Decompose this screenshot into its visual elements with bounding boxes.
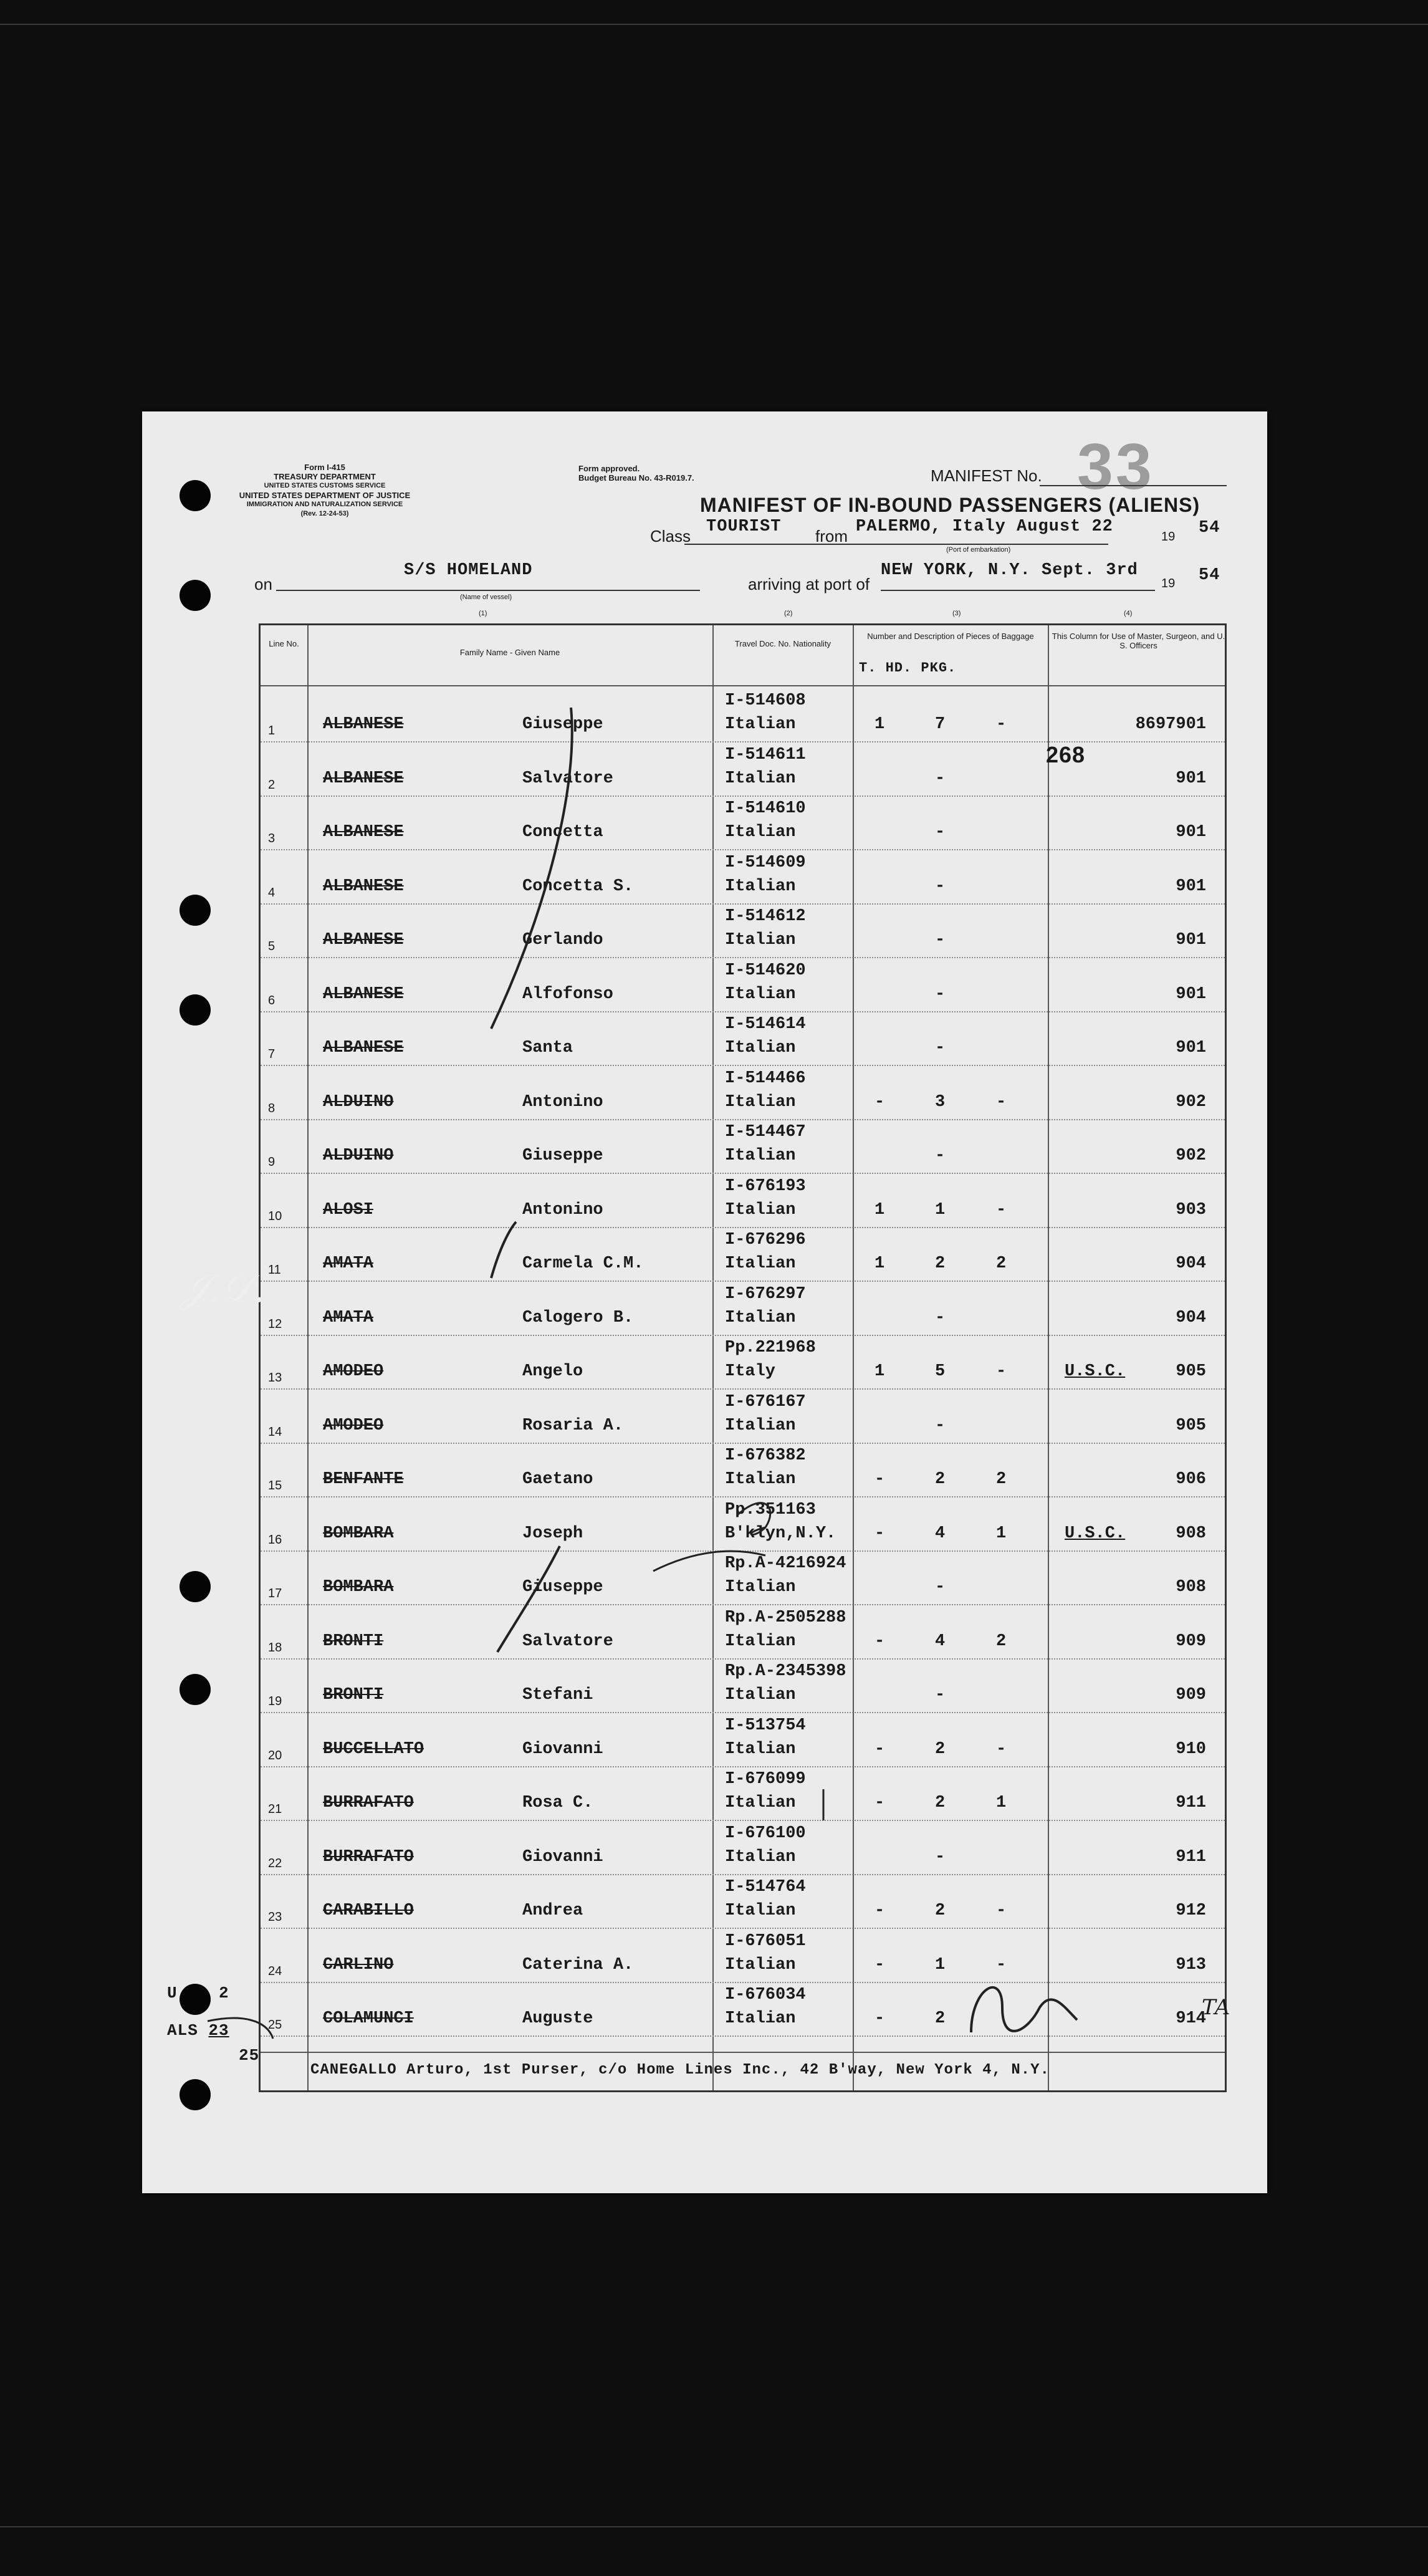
nationality: Italian: [725, 931, 796, 949]
family-name: BURRAFATO: [323, 1794, 414, 1812]
manifest-sheet: [142, 411, 1267, 2193]
given-name: Stefani: [522, 1686, 593, 1704]
line-number: 8: [268, 1101, 276, 1115]
baggage-hand: 7: [935, 715, 946, 734]
travel-doc-no: Pp.351163: [725, 1500, 816, 1519]
given-name: Antonino: [522, 1092, 603, 1112]
family-name: ALBANESE: [323, 715, 404, 734]
travel-doc-no: I-514467: [725, 1123, 806, 1141]
family-name: ALBANESE: [323, 931, 404, 949]
travel-doc-no: I-514610: [725, 799, 806, 818]
baggage-hand: -: [935, 1686, 946, 1704]
officer-number: 912: [1176, 1901, 1206, 1920]
nationality: Italian: [725, 1254, 796, 1273]
travel-doc-no: I-514614: [725, 1015, 806, 1034]
manifest-no-label: MANIFEST No.: [931, 466, 1042, 485]
travel-doc-no: I-514609: [725, 853, 806, 872]
officer-number: 901: [1176, 769, 1206, 788]
baggage-hand: 2: [935, 2009, 946, 2028]
travel-doc-no: I-514466: [725, 1069, 806, 1088]
given-name: Calogero B.: [522, 1308, 634, 1327]
nationality: Italian: [725, 984, 796, 1004]
family-name: AMODEO: [323, 1416, 384, 1435]
travel-doc-no: I-676167: [725, 1392, 806, 1411]
baggage-trunks: -: [875, 1739, 885, 1759]
baggage-packages: -: [996, 1362, 1007, 1381]
nationality: Italian: [725, 1092, 796, 1112]
col-num-1: (1): [479, 610, 487, 617]
given-name: Salvatore: [522, 769, 613, 788]
officer-number: 913: [1176, 1955, 1206, 1974]
given-name: Concetta S.: [522, 877, 634, 896]
family-name: AMATA: [323, 1254, 374, 1273]
travel-doc-no: I-514620: [725, 961, 806, 980]
line-number: 3: [268, 832, 276, 845]
year-prefix-1: 19: [1161, 530, 1176, 544]
manifest-title: MANIFEST OF IN-BOUND PASSENGERS (ALIENS): [700, 494, 1200, 516]
arrival-value: NEW YORK, N.Y. Sept. 3rd: [881, 561, 1138, 580]
line-number: 23: [268, 1910, 282, 1924]
line-number: 4: [268, 885, 276, 900]
travel-doc-no: I-513754: [725, 1716, 806, 1735]
line-number: 21: [268, 1802, 282, 1816]
given-name: Salvatore: [522, 1632, 613, 1651]
baggage-hand: -: [935, 1578, 946, 1597]
travel-doc-no: Pp.221968: [725, 1338, 816, 1357]
col-num-3: (3): [952, 610, 961, 617]
baggage-hand: 2: [935, 1254, 946, 1273]
family-name: ALBANESE: [323, 769, 404, 788]
travel-doc-no: I-676100: [725, 1824, 806, 1843]
given-name: Alfofonso: [522, 984, 613, 1004]
given-name: Giuseppe: [522, 715, 603, 734]
baggage-hand: -: [935, 1416, 946, 1435]
baggage-hand: -: [935, 1308, 946, 1327]
nationality: Italian: [725, 1308, 796, 1327]
film-edge-bottom: [0, 2526, 1428, 2527]
travel-doc-no: I-676051: [725, 1931, 806, 1951]
budget-bureau: Budget Bureau No. 43-R019.7.: [578, 473, 694, 483]
line-number: 22: [268, 1856, 282, 1870]
travel-doc-no: Rp.A-2345398: [725, 1662, 846, 1681]
margin-total: 25: [239, 2046, 260, 2065]
travel-doc-no: Rp.A-2505288: [725, 1608, 846, 1627]
ins-service: IMMIGRATION AND NATURALIZATION SERVICE: [246, 501, 403, 508]
officer-number: 904: [1176, 1254, 1206, 1273]
line-number: 9: [268, 1155, 276, 1169]
baggage-hand: 3: [935, 1092, 946, 1112]
manifest-number: 33: [1077, 431, 1154, 503]
nationality: Italian: [725, 1686, 796, 1704]
officer-number: 911: [1176, 1847, 1206, 1867]
line-number: 1: [268, 724, 276, 738]
col-header-travel-doc: Travel Doc. No. Nationality: [734, 639, 831, 648]
travel-doc-no: I-676099: [725, 1770, 806, 1789]
baggage-trunks: 1: [875, 1362, 885, 1381]
given-name: Caterina A.: [522, 1955, 634, 1974]
officer-number: 910: [1176, 1739, 1206, 1759]
given-name: Auguste: [522, 2009, 593, 2028]
line-number: 16: [268, 1532, 282, 1547]
officer-number: 901: [1176, 1039, 1206, 1057]
baggage-hand: -: [935, 769, 946, 788]
baggage-hand: -: [935, 984, 946, 1004]
baggage-hand: 2: [935, 1470, 946, 1489]
line-number: 11: [268, 1263, 281, 1277]
family-name: ALBANESE: [323, 877, 404, 896]
col-num-4: (4): [1124, 610, 1133, 617]
baggage-hand: 1: [935, 1955, 946, 1974]
line-number: 10: [268, 1209, 282, 1223]
given-name: Giuseppe: [522, 1578, 603, 1597]
nationality: Italian: [725, 1847, 796, 1867]
family-name: ALBANESE: [323, 823, 404, 842]
travel-doc-no: I-514612: [725, 907, 806, 926]
baggage-trunks: -: [875, 1524, 885, 1543]
annotation-268: 268: [1046, 742, 1086, 767]
col-header-baggage-sub: T. HD. PKG.: [859, 660, 957, 676]
family-name: CARABILLO: [323, 1901, 414, 1920]
film-edge-top: [0, 24, 1428, 25]
travel-doc-no: I-676296: [725, 1231, 806, 1249]
baggage-hand: 5: [935, 1362, 946, 1381]
baggage-packages: 2: [996, 1254, 1007, 1273]
class-label: Class: [650, 527, 691, 545]
family-name: BURRAFATO: [323, 1847, 414, 1867]
on-label: on: [254, 575, 272, 594]
line-number: 19: [268, 1694, 282, 1708]
baggage-trunks: -: [875, 1092, 885, 1112]
officer-number: 902: [1176, 1092, 1206, 1112]
line-number: 5: [268, 940, 276, 953]
travel-doc-no: Rp.A-4216924: [725, 1554, 846, 1573]
officer-number: 902: [1176, 1146, 1206, 1165]
treasury-dept: TREASURY DEPARTMENT: [274, 472, 376, 481]
baggage-hand: 4: [935, 1632, 946, 1651]
nationality: Italian: [725, 2009, 796, 2028]
col-header-baggage: Number and Description of Pieces of Baggage: [867, 632, 1034, 641]
nationality: Italian: [725, 823, 796, 842]
baggage-hand: 2: [935, 1901, 946, 1920]
line-number: 14: [268, 1425, 282, 1439]
family-name: BUCCELLATO: [323, 1739, 424, 1759]
officer-number: 901: [1176, 931, 1206, 949]
form-approved: Form approved.: [578, 464, 640, 473]
nationality: Italian: [725, 715, 796, 734]
baggage-hand: -: [935, 1146, 946, 1165]
travel-doc-no: I-676297: [725, 1284, 806, 1304]
family-name: COLAMUNCI: [323, 2009, 414, 2028]
nationality: Italian: [725, 1955, 796, 1974]
officer-note: U.S.C.: [1065, 1362, 1126, 1381]
arriving-label: arriving at port of: [748, 575, 870, 594]
line-number: 18: [268, 1640, 282, 1655]
class-value: TOURIST: [706, 517, 782, 536]
baggage-hand: 1: [935, 1200, 946, 1219]
baggage-trunks: -: [875, 1794, 885, 1812]
travel-doc-no: I-514611: [725, 745, 806, 764]
nationality: Italian: [725, 1901, 796, 1920]
nationality: Italian: [725, 1039, 796, 1057]
travel-doc-no: I-514608: [725, 691, 806, 710]
nationality: Italy: [725, 1362, 776, 1381]
margin-u: U 2: [167, 1984, 229, 2002]
col-header-officers: This Column for Use of Master, Surgeon, and U. S. Officers: [1052, 632, 1225, 650]
officer-number: 903: [1176, 1200, 1206, 1219]
given-name: Rosa C.: [522, 1794, 593, 1812]
family-name: BENFANTE: [323, 1470, 404, 1489]
given-name: Angelo: [522, 1362, 583, 1381]
baggage-hand: 2: [935, 1739, 946, 1759]
officer-number: 901: [1176, 984, 1206, 1004]
baggage-trunks: 1: [875, 1200, 885, 1219]
officer-number: 901: [1176, 823, 1206, 842]
nationality: Italian: [725, 1794, 796, 1812]
nationality: Italian: [725, 1578, 796, 1597]
line-number: 20: [268, 1748, 282, 1762]
family-name: BRONTI: [323, 1686, 384, 1704]
embarkation-caption: (Port of embarkation): [946, 546, 1011, 554]
justice-dept: UNITED STATES DEPARTMENT OF JUSTICE: [239, 491, 411, 500]
revision: (Rev. 12-24-53): [300, 510, 349, 517]
embarkation-value: PALERMO, Italy August 22: [856, 517, 1113, 536]
baggage-hand: -: [935, 877, 946, 896]
initials-ta: TA: [1202, 1995, 1230, 2020]
year-2: 54: [1199, 566, 1220, 585]
form-number: Form I-415: [304, 463, 345, 472]
baggage-packages: 2: [996, 1470, 1007, 1489]
officer-number: 904: [1176, 1308, 1206, 1327]
vessel-caption: (Name of vessel): [460, 594, 512, 601]
given-name: Antonino: [522, 1200, 603, 1219]
line-number: 6: [268, 993, 276, 1007]
travel-doc-no: I-676034: [725, 1986, 806, 2004]
baggage-hand: -: [935, 931, 946, 949]
travel-doc-no: I-514764: [725, 1878, 806, 1896]
pen-marks: [142, 411, 1267, 2193]
baggage-hand: 4: [935, 1524, 946, 1543]
baggage-packages: -: [996, 1200, 1007, 1219]
line-number: 15: [268, 1479, 282, 1492]
officer-number: 905: [1176, 1362, 1206, 1381]
family-name: ALBANESE: [323, 984, 404, 1004]
family-name: ALOSI: [323, 1200, 374, 1219]
line-number: 2: [268, 777, 276, 792]
family-name: AMODEO: [323, 1362, 384, 1381]
nationality: Italian: [725, 1146, 796, 1165]
baggage-packages: -: [996, 1901, 1007, 1920]
line-number: 17: [268, 1587, 282, 1600]
nationality: Italian: [725, 1200, 796, 1219]
line-number: 7: [268, 1047, 276, 1061]
travel-doc-no: I-676382: [725, 1446, 806, 1465]
baggage-trunks: -: [875, 1470, 885, 1489]
line-number: 25: [268, 2018, 282, 2032]
officer-number: 909: [1176, 1686, 1206, 1704]
given-name: Concetta: [522, 823, 603, 842]
given-name: Andrea: [522, 1901, 583, 1920]
nationality: Italian: [725, 769, 796, 788]
baggage-packages: -: [996, 1955, 1007, 1974]
officer-note: U.S.C.: [1065, 1524, 1126, 1543]
family-name: BOMBARA: [323, 1524, 394, 1543]
year-prefix-2: 19: [1161, 577, 1176, 590]
year-1: 54: [1199, 519, 1220, 537]
family-name: BRONTI: [323, 1632, 384, 1651]
family-name: ALDUINO: [323, 1092, 394, 1112]
nationality: B'klyn,N.Y.: [725, 1524, 836, 1543]
from-label: from: [815, 527, 848, 545]
nationality: Italian: [725, 1470, 796, 1489]
line-number: 12: [268, 1317, 282, 1331]
nationality: Italian: [725, 877, 796, 896]
purser-line: CANEGALLO Arturo, 1st Purser, c/o Home Lines Inc., 42 B'way, New York 4, N.Y.: [310, 2062, 1050, 2079]
line-number: 13: [268, 1371, 282, 1385]
baggage-packages: -: [996, 715, 1007, 734]
given-name: Giovanni: [522, 1847, 603, 1867]
family-name: CARLINO: [323, 1955, 394, 1974]
vessel-name: S/S HOMELAND: [404, 561, 533, 580]
given-name: Gerlando: [522, 931, 603, 949]
baggage-trunks: -: [875, 1901, 885, 1920]
given-name: Giovanni: [522, 1739, 603, 1759]
nationality: Italian: [725, 1739, 796, 1759]
given-name: Gaetano: [522, 1470, 593, 1489]
baggage-trunks: -: [875, 1632, 885, 1651]
baggage-hand: -: [935, 1039, 946, 1057]
baggage-packages: -: [996, 1092, 1007, 1112]
baggage-packages: -: [996, 1739, 1007, 1759]
given-name: Santa: [522, 1039, 573, 1057]
given-name: Joseph: [522, 1524, 583, 1543]
baggage-packages: 1: [996, 1794, 1007, 1812]
officer-number: 905: [1176, 1416, 1206, 1435]
baggage-packages: 2: [996, 1632, 1007, 1651]
col-num-2: (2): [784, 610, 793, 617]
customs-service: UNITED STATES CUSTOMS SERVICE: [264, 482, 386, 489]
travel-doc-no: I-676193: [725, 1176, 806, 1196]
family-name: AMATA: [323, 1308, 374, 1327]
nationality: Italian: [725, 1632, 796, 1651]
baggage-hand: -: [935, 1847, 946, 1867]
officer-number: 908: [1176, 1524, 1206, 1543]
baggage-hand: -: [935, 823, 946, 842]
officer-number: 911: [1176, 1794, 1206, 1812]
baggage-trunks: -: [875, 2009, 885, 2028]
family-name: ALDUINO: [323, 1146, 394, 1165]
officer-number: 909: [1176, 1632, 1206, 1651]
given-name: Giuseppe: [522, 1146, 603, 1165]
baggage-trunks: -: [875, 1955, 885, 1974]
officer-number: 906: [1176, 1470, 1206, 1489]
nationality: Italian: [725, 1416, 796, 1435]
family-name: BOMBARA: [323, 1578, 394, 1597]
margin-als: ALS 23: [167, 2021, 229, 2040]
officer-number: 8697901: [1135, 715, 1206, 734]
family-name: ALBANESE: [323, 1039, 404, 1057]
officer-number: 901: [1176, 877, 1206, 896]
given-name: Carmela C.M.: [522, 1254, 644, 1273]
given-name: Rosaria A.: [522, 1416, 624, 1435]
line-number: 24: [268, 1964, 282, 1978]
baggage-trunks: 1: [875, 715, 885, 734]
col-header-line-no: Line No.: [269, 639, 299, 648]
margin-scrawl: 𝒥.𝒟.: [181, 1266, 266, 1312]
baggage-hand: 2: [935, 1794, 946, 1812]
officer-number: 914: [1176, 2009, 1206, 2028]
officer-number: 908: [1176, 1578, 1206, 1597]
col-header-name: Family Name - Given Name: [459, 648, 560, 657]
baggage-trunks: 1: [875, 1254, 885, 1273]
baggage-packages: 1: [996, 1524, 1007, 1543]
